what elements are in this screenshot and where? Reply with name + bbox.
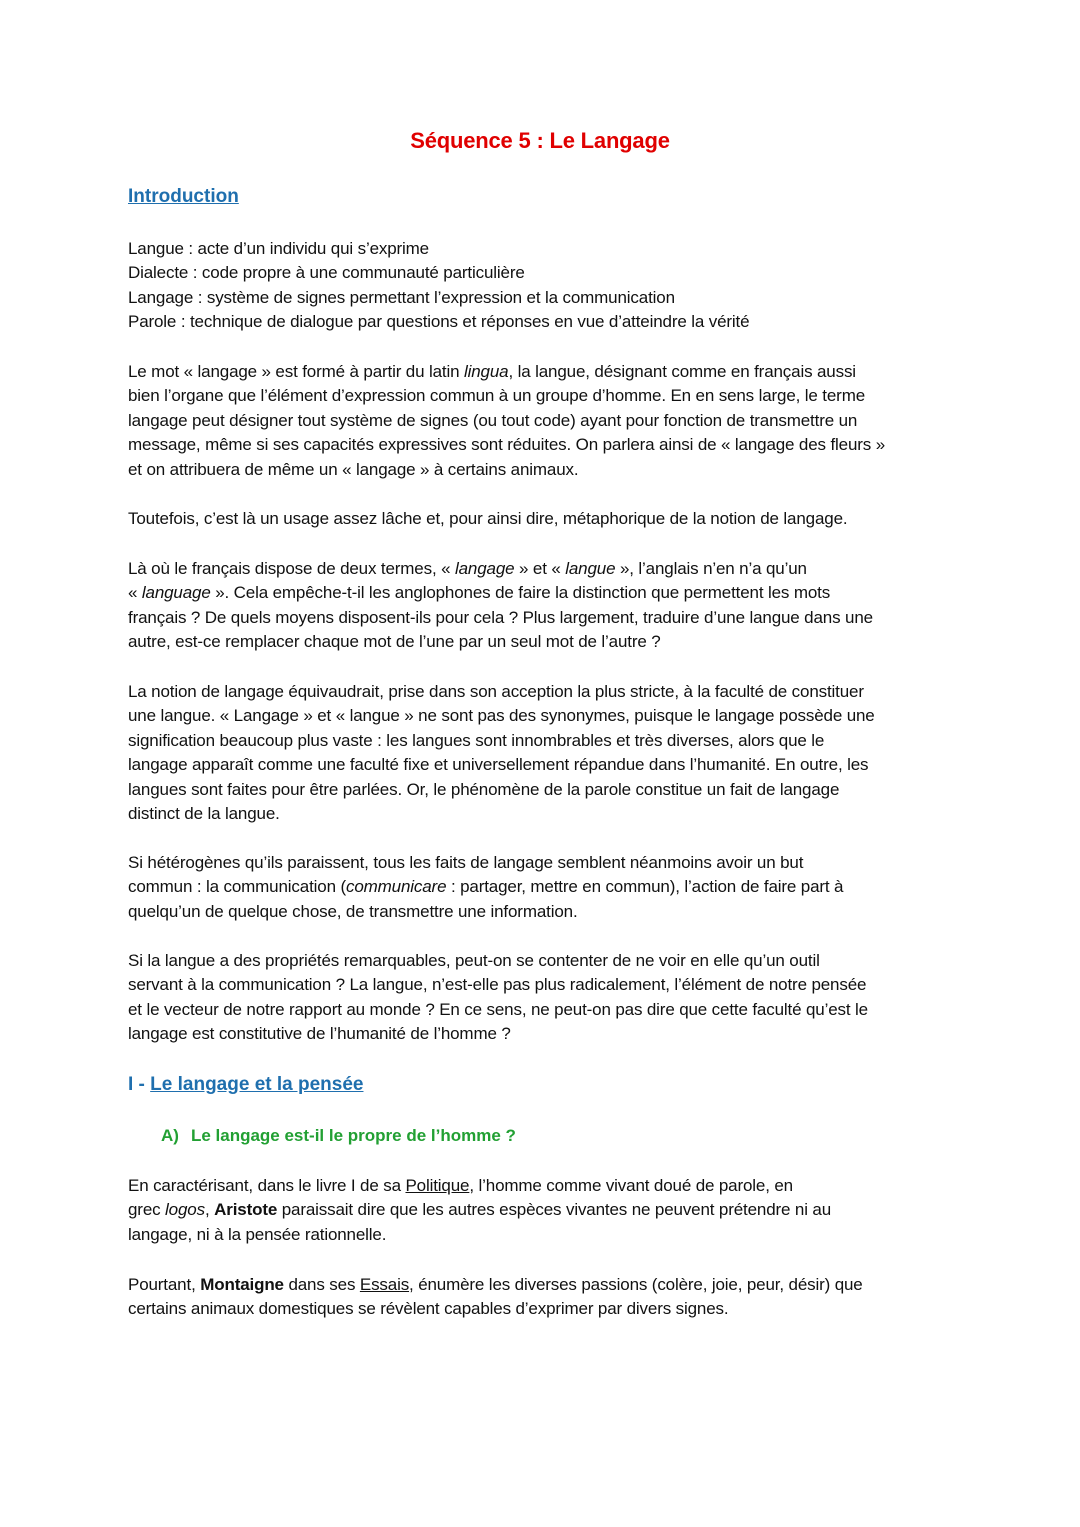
paragraph-line: signification beaucoup plus vaste : les langues sont innombrables et très diverses, alors que le bbox=[128, 730, 825, 750]
text-run: », l’anglais n’en n’a qu’un bbox=[615, 559, 807, 578]
italic-term: lingua bbox=[463, 362, 509, 381]
paragraph-line: et le vecteur de notre rapport au monde ? En ce sens, ne peut-on pas dire que cette faculté qu’est le bbox=[128, 999, 868, 1019]
text-run: Là où le français dispose de deux termes, « bbox=[128, 559, 455, 578]
author-name: Aristote bbox=[214, 1200, 278, 1220]
text-run: , énumère les diverses passions (colère, joie, peur, désir) que bbox=[409, 1275, 863, 1294]
definition-langue: Langue : acte d’un individu qui s’exprime bbox=[128, 239, 429, 258]
paragraph-line: autre, est-ce remplacer chaque mot de l’une par un seul mot de l’autre ? bbox=[128, 632, 661, 652]
paragraph-line: une langue. « Langage » et « langue » ne sont pas des synonymes, puisque le langage possède une bbox=[128, 706, 875, 726]
paragraph-line: français ? De quels moyens disposent-ils pour cela ? Plus largement, traduire d’une langue dans une bbox=[128, 607, 873, 627]
text-run: Le mot « langage » est formé à partir du latin bbox=[128, 362, 464, 381]
text-run: En caractérisant, dans le livre I de sa bbox=[128, 1176, 406, 1195]
paragraph-line: Si hétérogènes qu’ils paraissent, tous les faits de langage semblent néanmoins avoir un but bbox=[128, 853, 804, 872]
paragraph-line: langage, ni à la pensée rationnelle. bbox=[128, 1224, 387, 1244]
definition-langage: Langage : système de signes permettant l’expression et la communication bbox=[128, 287, 675, 307]
paragraph-line: langues sont faites pour être parlées. Or, le phénomène de la parole constitue un fait de langage bbox=[128, 779, 840, 799]
text-run: grec bbox=[128, 1200, 166, 1220]
paragraph-line: servant à la communication ? La langue, n’est-elle pas plus radicalement, l’élément de notre pensée bbox=[128, 975, 867, 995]
definition-dialecte: Dialecte : code propre à une communauté particulière bbox=[128, 263, 525, 283]
paragraph-line: langage peut désigner tout système de signes (ou tout code) ayant pour fonction de transmettre un bbox=[128, 410, 858, 430]
italic-term: langage bbox=[454, 559, 515, 578]
paragraph-line: message, même si ses capacités expressives sont réduites. On parlera ainsi de « langage des fleurs » bbox=[128, 435, 886, 455]
paragraph-line: La notion de langage équivaudrait, prise dans son acception la plus stricte, à la faculté de constituer bbox=[128, 682, 864, 701]
text-run: , bbox=[204, 1200, 215, 1220]
paragraph-line bbox=[128, 581, 958, 605]
paragraph-line: et on attribuera de même un « langage » à certains animaux. bbox=[128, 459, 579, 479]
subsection-label: A) bbox=[161, 1126, 179, 1145]
subsection-heading-a bbox=[161, 1126, 516, 1146]
italic-term: logos bbox=[165, 1200, 205, 1220]
definition-parole: Parole : technique de dialogue par questions et réponses en vue d’atteindre la vérité bbox=[128, 312, 750, 332]
paragraph-line bbox=[128, 1273, 958, 1297]
definitions-list bbox=[128, 237, 958, 335]
paragraph-line bbox=[128, 360, 958, 384]
paragraph-line: langage est constitutive de l’humanité de l’homme ? bbox=[128, 1024, 511, 1044]
paragraph-langage-langue bbox=[128, 680, 958, 826]
paragraph-translation bbox=[128, 557, 958, 655]
paragraph-aristote bbox=[128, 1174, 958, 1247]
document-title: Séquence 5 : Le Langage bbox=[410, 128, 670, 153]
paragraph-line: langage apparaît comme une faculté fixe et universellement répandue dans l’humanité. En outre, les bbox=[128, 755, 869, 775]
text-run: dans ses bbox=[283, 1275, 360, 1294]
section-number: I - bbox=[128, 1074, 151, 1095]
paragraph-line: bien l’organe que l’élément d’expression commun à un groupe d’homme. En en sens large, le terme bbox=[128, 386, 866, 406]
book-title: Politique bbox=[405, 1176, 470, 1195]
book-title: Essais bbox=[359, 1275, 410, 1294]
introduction-heading: Introduction bbox=[128, 186, 239, 207]
section-heading-1 bbox=[128, 1074, 363, 1096]
paragraph-line: Si la langue a des propriétés remarquables, peut-on se contenter de ne voir en elle qu’un outil bbox=[128, 951, 820, 970]
paragraph-etymology bbox=[128, 360, 958, 482]
section-title: Le langage et la pensée bbox=[150, 1074, 364, 1095]
text-run: « bbox=[128, 583, 142, 603]
author-name: Montaigne bbox=[200, 1275, 284, 1294]
text-run: , l’homme comme vivant doué de parole, en bbox=[469, 1176, 793, 1195]
paragraph-line bbox=[128, 1198, 958, 1222]
text-run: paraissait dire que les autres espèces vivantes ne peuvent prétendre ni au bbox=[277, 1200, 832, 1220]
text-run: commun : la communication ( bbox=[128, 877, 346, 897]
italic-term: langue bbox=[565, 559, 616, 578]
text-run: : partager, mettre en commun), l’action de faire part à bbox=[446, 877, 844, 897]
italic-term: language bbox=[141, 583, 211, 603]
subsection-title: Le langage est-il le propre de l’homme ? bbox=[190, 1126, 516, 1145]
paragraph-line: quelqu’un de quelque chose, de transmettre une information. bbox=[128, 901, 578, 921]
paragraph-line bbox=[128, 875, 958, 899]
paragraph-line bbox=[128, 1174, 958, 1198]
text-run: Pourtant, bbox=[128, 1275, 201, 1294]
italic-term: communicare bbox=[345, 877, 447, 897]
text-run: » et « bbox=[514, 559, 566, 578]
paragraph-line: certains animaux domestiques se révèlent capables d’exprimer par divers signes. bbox=[128, 1299, 729, 1319]
paragraph-montaigne bbox=[128, 1273, 958, 1322]
paragraph-questions bbox=[128, 949, 958, 1047]
paragraph-line: distinct de la langue. bbox=[128, 804, 280, 824]
paragraph-line bbox=[128, 557, 958, 581]
paragraph-line: Toutefois, c’est là un usage assez lâche et, pour ainsi dire, métaphorique de la notion de langage. bbox=[128, 509, 848, 528]
text-run: ». Cela empêche-t-il les anglophones de faire la distinction que permettent les mots bbox=[210, 583, 831, 603]
paragraph-usage bbox=[128, 507, 958, 531]
paragraph-communication bbox=[128, 851, 958, 924]
text-run: , la langue, désignant comme en français aussi bbox=[508, 362, 856, 381]
